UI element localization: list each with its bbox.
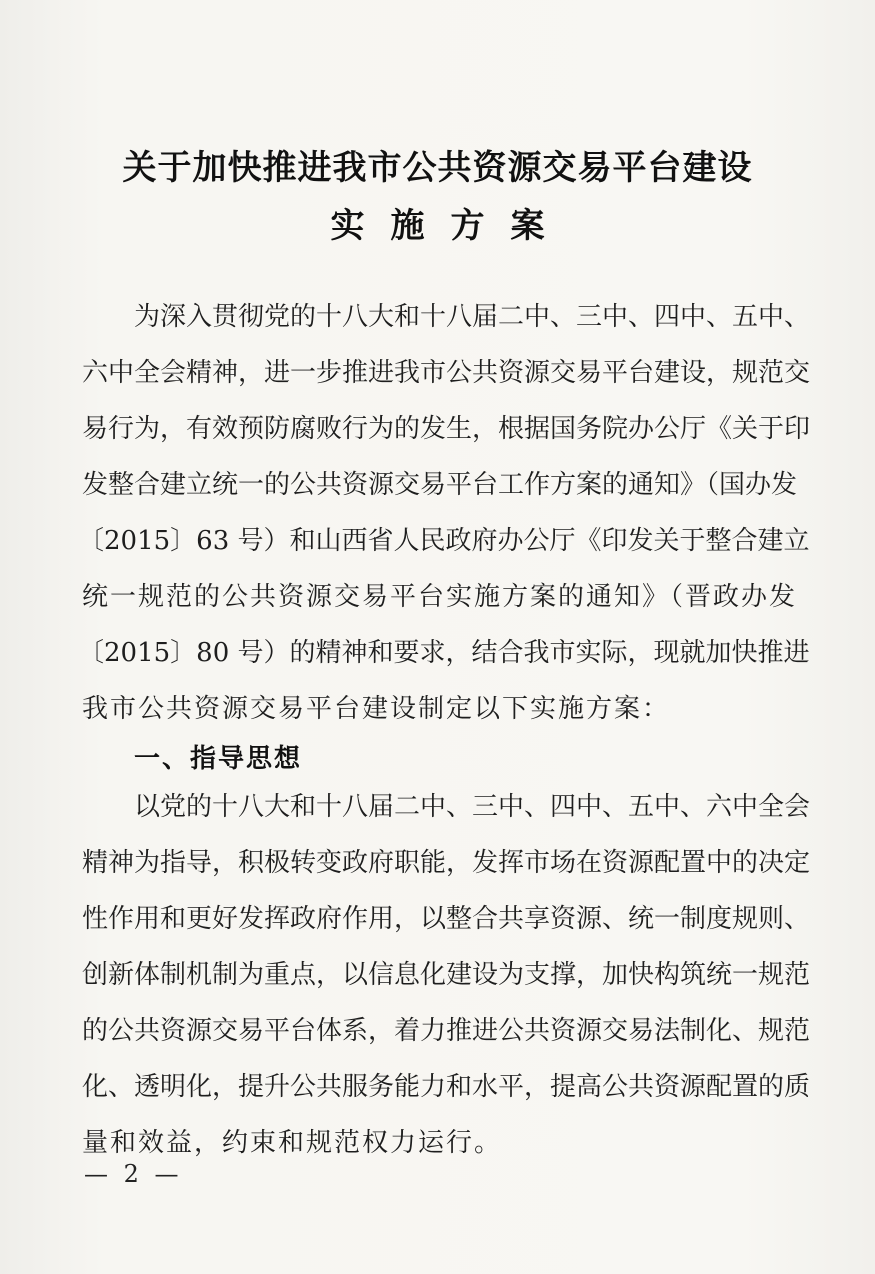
paragraph-line: 〔2015〕80 号）的精神和要求，结合我市实际，现就加快推进 — [78, 638, 810, 668]
page-number: — 2 — — [84, 1160, 183, 1188]
paragraph-line: 易行为，有效预防腐败行为的发生，根据国务院办公厅《关于印 — [82, 414, 811, 444]
paragraph-line: 六中全会精神，进一步推进我市公共资源交易平台建设，规范交 — [82, 358, 811, 388]
paragraph-line: 我市公共资源交易平台建设制定以下实施方案： — [82, 694, 671, 724]
paragraph-line: 〔2015〕63 号）和山西省人民政府办公厅《印发关于整合建立 — [78, 526, 810, 556]
paragraph-line: 精神为指导，积极转变政府职能，发挥市场在资源配置中的决定 — [82, 848, 811, 878]
document-title: 关于加快推进我市公共资源交易平台建设 — [122, 148, 753, 188]
section-heading: 一、指导思想 — [134, 744, 303, 774]
document-subtitle: 实施方案 — [330, 206, 571, 246]
paragraph-line: 统一规范的公共资源交易平台实施方案的通知》（晋政办发 — [82, 582, 798, 612]
paragraph-line: 化、透明化，提升公共服务能力和水平，提高公共资源配置的质 — [82, 1072, 811, 1102]
paragraph-line: 为深入贯彻党的十八大和十八届二中、三中、四中、五中、 — [134, 302, 811, 332]
paragraph-line: 发整合建立统一的公共资源交易平台工作方案的通知》（国办发 — [82, 470, 798, 500]
paragraph-line: 量和效益，约束和规范权力运行。 — [82, 1128, 503, 1158]
paragraph-line: 以党的十八大和十八届二中、三中、四中、五中、六中全会 — [134, 792, 811, 822]
paragraph-line: 的公共资源交易平台体系，着力推进公共资源交易法制化、规范 — [82, 1016, 811, 1046]
paragraph-line: 创新体制机制为重点，以信息化建设为支撑，加快构筑统一规范 — [82, 960, 811, 990]
paragraph-line: 性作用和更好发挥政府作用，以整合共享资源、统一制度规则、 — [82, 904, 811, 934]
